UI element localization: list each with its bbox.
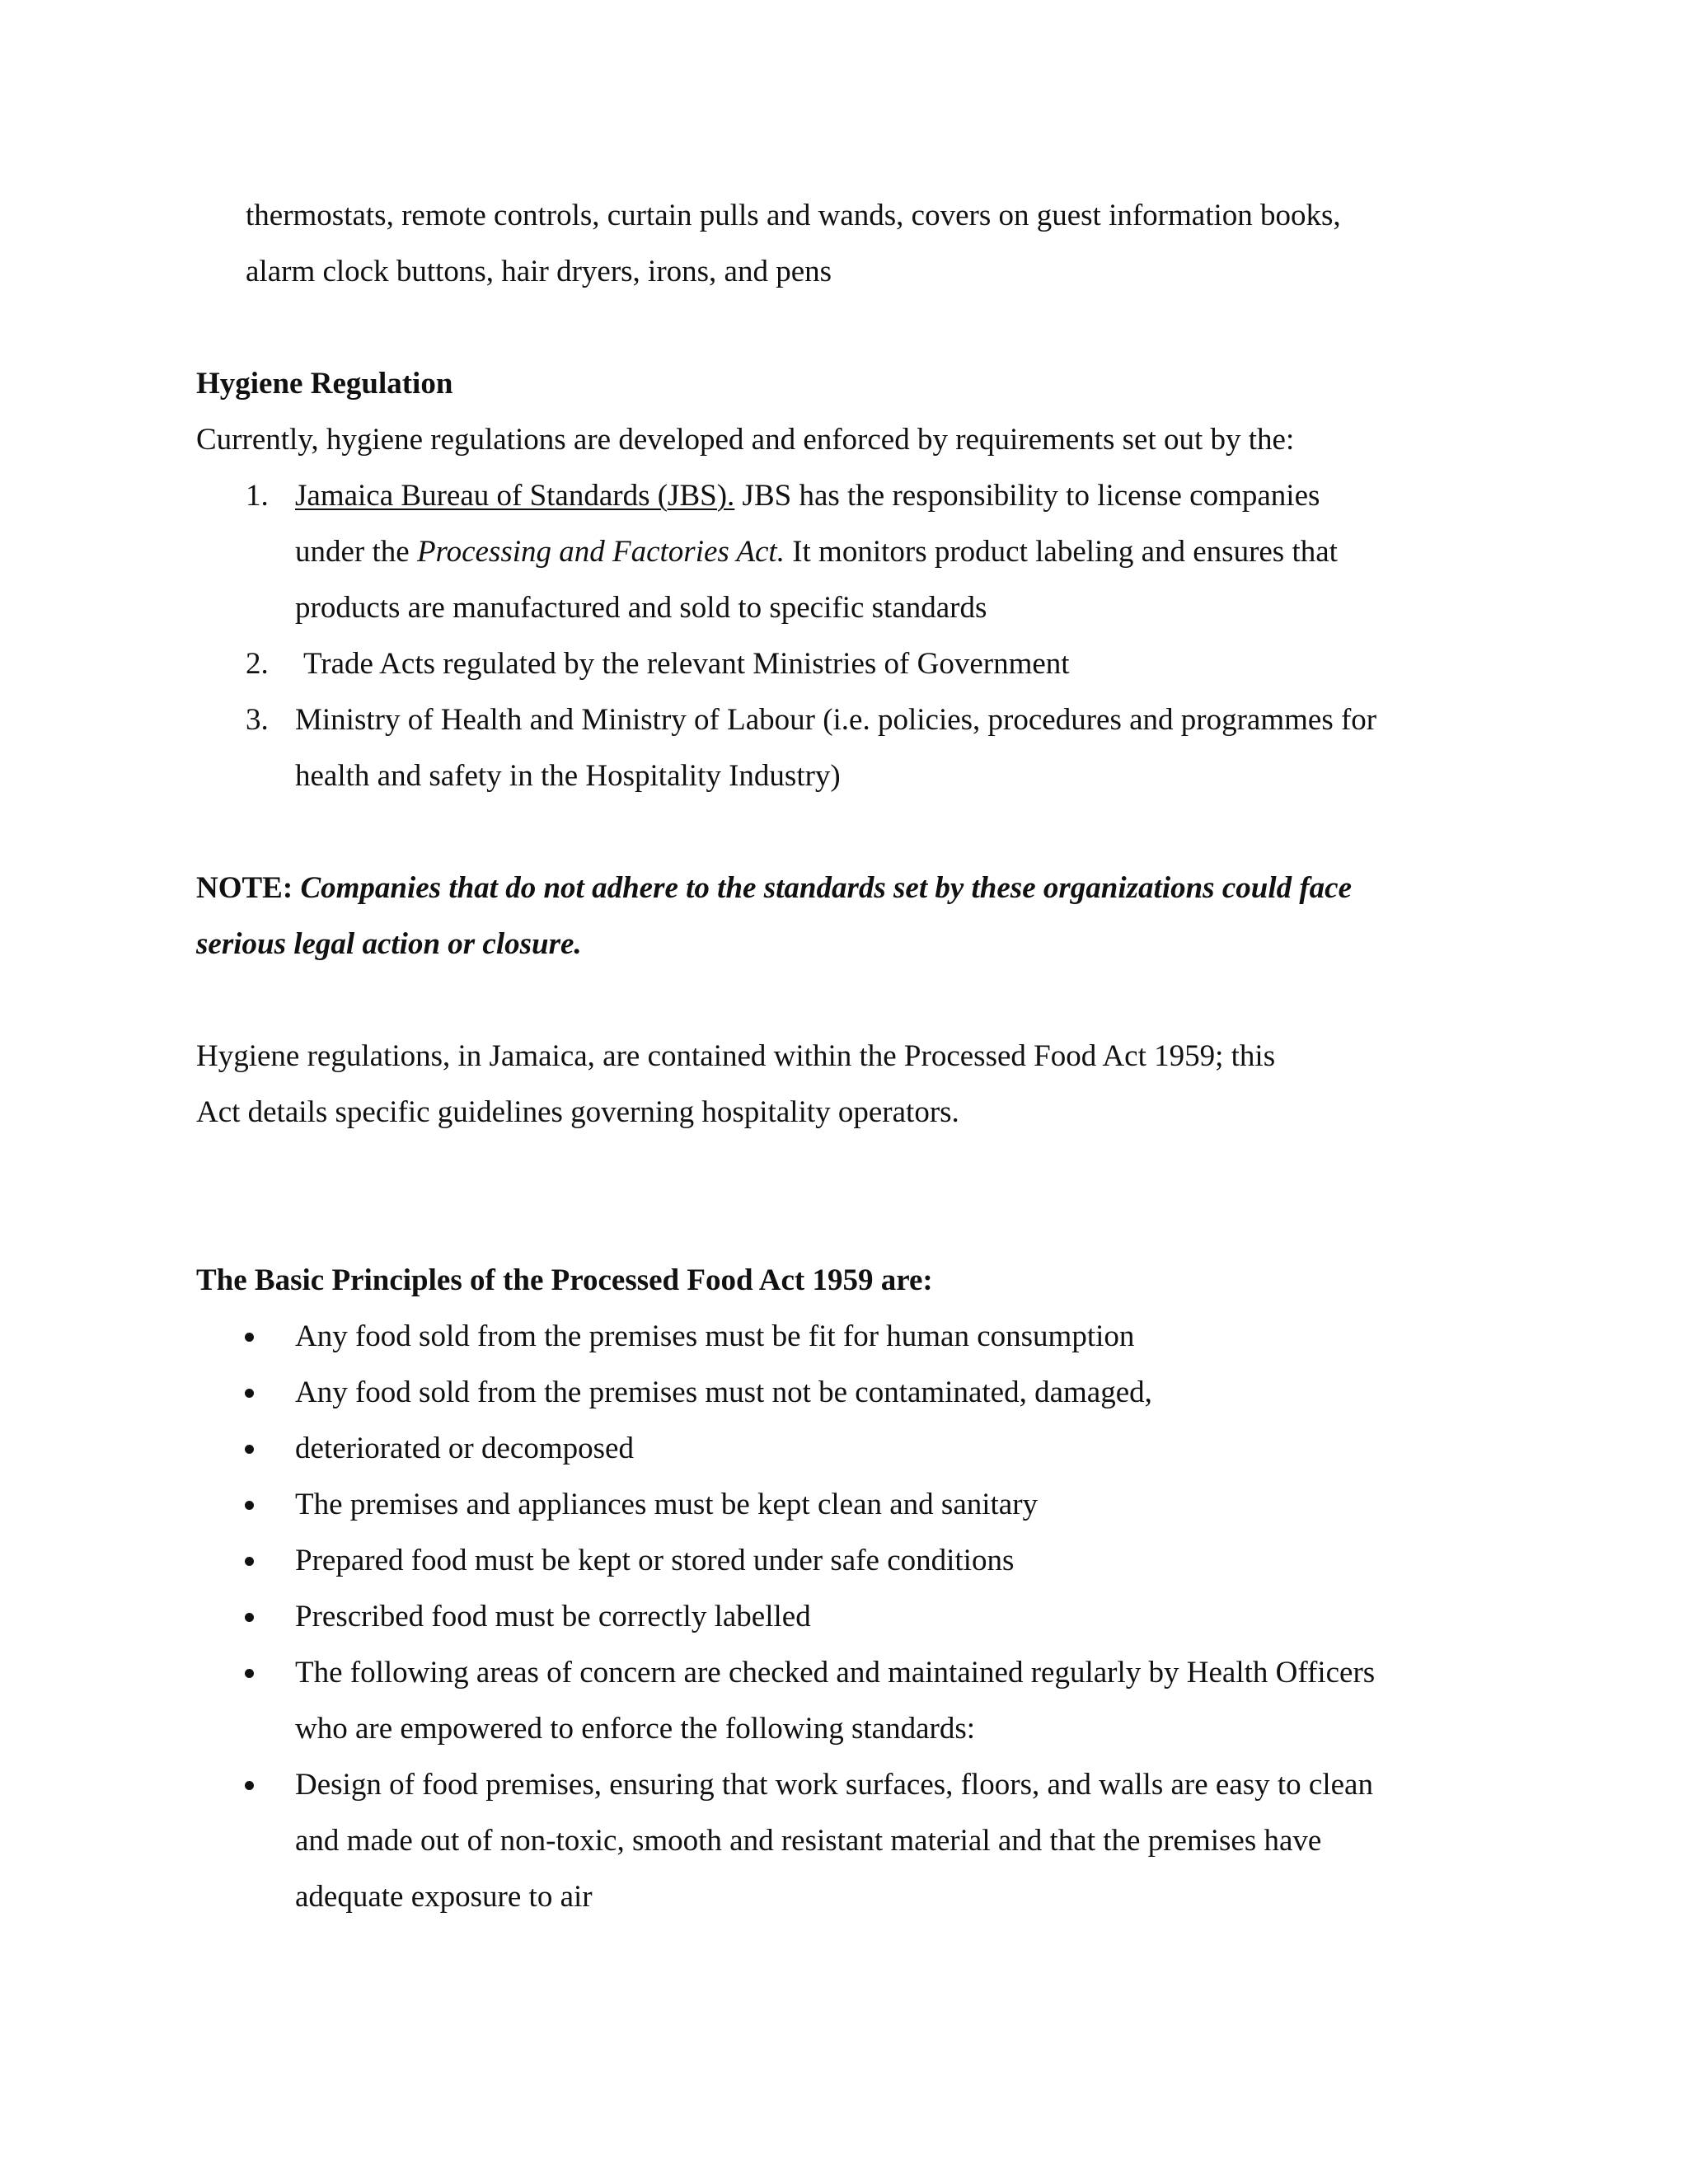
list-item-2: Trade Acts regulated by the relevant Ministries of Government xyxy=(303,647,1070,681)
principles-heading: The Basic Principles of the Processed Food Act 1959 are: xyxy=(196,1263,933,1297)
note-label: NOTE: xyxy=(196,871,293,905)
bullet-item-8-line-1: Design of food premises, ensuring that work surfaces, floors, and walls are easy to clean xyxy=(295,1768,1373,1802)
bullet-item-1: Any food sold from the premises must be fit for human consumption xyxy=(295,1319,1135,1353)
bullet-icon xyxy=(245,1781,254,1790)
hygiene-heading: Hygiene Regulation xyxy=(196,367,453,401)
list-number-1: 1. xyxy=(246,479,269,513)
bullet-item-7-line-2: who are empowered to enforce the following standards: xyxy=(295,1712,976,1746)
bullet-item-3: deteriorated or decomposed xyxy=(295,1432,634,1465)
jbs-link[interactable]: Jamaica Bureau of Standards (JBS). xyxy=(295,479,735,513)
bullet-item-5: Prepared food must be kept or stored under safe conditions xyxy=(295,1544,1015,1577)
bullet-icon xyxy=(245,1445,254,1454)
act-title: Processing and Factories Act. xyxy=(416,535,785,569)
bullet-icon xyxy=(245,1669,254,1678)
bullet-item-6: Prescribed food must be correctly labelled xyxy=(295,1600,811,1633)
note-line-2: serious legal action or closure. xyxy=(196,927,582,961)
list-number-3: 3. xyxy=(246,703,269,737)
paragraph-line-2: Act details specific guidelines governing hospitality operators. xyxy=(196,1095,959,1129)
bullet-icon xyxy=(245,1501,254,1510)
list-item-1-line-2-post: It monitors product labeling and ensures that xyxy=(784,535,1338,569)
list-item-1-text: JBS has the responsibility to license companies xyxy=(734,479,1320,513)
bullet-item-8-line-2: and made out of non-toxic, smooth and resistant material and that the premises have xyxy=(295,1824,1322,1858)
list-item-1-line-2-pre: under the xyxy=(295,535,417,569)
bullet-item-8-line-3: adequate exposure to air xyxy=(295,1880,593,1914)
list-item-1-line-3: products are manufactured and sold to specific standards xyxy=(295,591,987,625)
bullet-item-4: The premises and appliances must be kept clean and sanitary xyxy=(295,1488,1039,1521)
list-item-3-line-1: Ministry of Health and Ministry of Labour (i.e. policies, procedures and programmes for xyxy=(295,703,1377,737)
note-text-1: Companies that do not adhere to the standards set by these organizations could face xyxy=(293,871,1353,905)
bullet-item-2: Any food sold from the premises must not be contaminated, damaged, xyxy=(295,1376,1152,1409)
intro-line-2: alarm clock buttons, hair dryers, irons, and pens xyxy=(246,255,832,288)
bullet-icon xyxy=(245,1389,254,1398)
list-item-1-line-1 xyxy=(295,478,1320,514)
bullet-item-7-line-1: The following areas of concern are checked and maintained regularly by Health Officers xyxy=(295,1656,1376,1690)
bullet-icon xyxy=(245,1557,254,1566)
bullet-icon xyxy=(245,1613,254,1622)
intro-line-1: thermostats, remote controls, curtain pulls and wands, covers on guest information books, xyxy=(246,199,1341,232)
list-item-1-line-2 xyxy=(295,534,1338,570)
list-number-2: 2. xyxy=(246,647,269,681)
list-item-3-line-2: health and safety in the Hospitality Industry) xyxy=(295,759,841,793)
paragraph-line-1: Hygiene regulations, in Jamaica, are contained within the Processed Food Act 1959; this xyxy=(196,1039,1276,1073)
hygiene-lead: Currently, hygiene regulations are developed and enforced by requirements set out by the: xyxy=(196,423,1295,457)
bullet-icon xyxy=(245,1333,254,1342)
note-line-1 xyxy=(196,870,1352,907)
